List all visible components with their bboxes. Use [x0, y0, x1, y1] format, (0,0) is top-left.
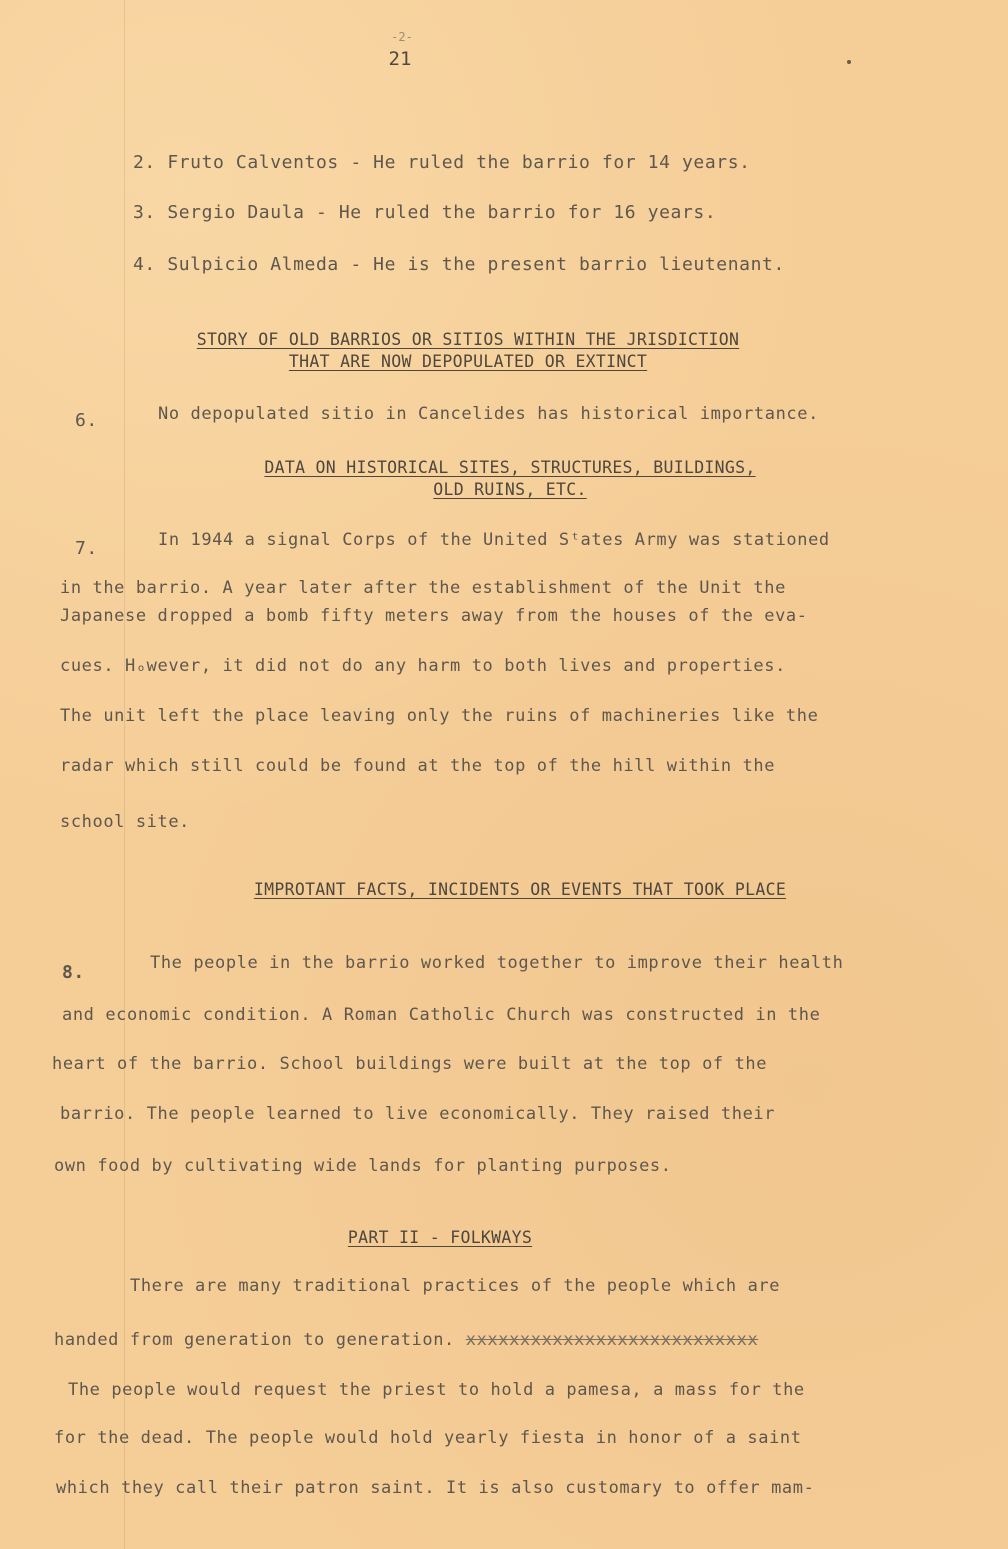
- ruler-item: 3. Sergio Daula - He ruled the barrio for 16 years.: [133, 202, 717, 223]
- section-heading: OLD RUINS, ETC.: [433, 480, 587, 499]
- paragraph-line: school site.: [60, 812, 191, 832]
- paragraph-line: and economic condition. A Roman Catholic Church was constructed in the: [62, 1005, 821, 1025]
- paragraph-line: The people would request the priest to hold a pamesa, a mass for the: [68, 1380, 805, 1400]
- section-heading: DATA ON HISTORICAL SITES, STRUCTURES, BUILDINGS,: [264, 458, 756, 477]
- paragraph-line: radar which still could be found at the top of the hill within the: [60, 756, 776, 776]
- ink-dot: [847, 60, 851, 64]
- paragraph-line: heart of the barrio. School buildings were built at the top of the: [52, 1054, 768, 1074]
- page-number: 21: [388, 48, 412, 70]
- paragraph-line: cues. Hₒwever, it did not do any harm to both lives and properties.: [60, 656, 786, 676]
- paragraph-number: 8.: [62, 962, 85, 983]
- section-heading: STORY OF OLD BARRIOS OR SITIOS WITHIN THE JRISDICTION: [196, 330, 740, 349]
- paragraph-line: The people in the barrio worked together to improve their health: [150, 953, 844, 973]
- struck-text: xxxxxxxxxxxxxxxxxxxxxxxxxxx: [465, 1330, 759, 1350]
- ruler-item: 4. Sulpicio Almeda - He is the present barrio lieutenant.: [133, 254, 785, 275]
- paragraph-line: handed from generation to generation. xxxxxxxxxxxxxxxxxxxxxxxxxxx: [54, 1330, 759, 1350]
- section-heading: PART II - FOLKWAYS: [347, 1228, 533, 1247]
- ruler-item: 2. Fruto Calventos - He ruled the barrio for 14 years.: [133, 152, 751, 173]
- paragraph-line: in the barrio. A year later after the establishment of the Unit the: [60, 578, 786, 598]
- section-heading: THAT ARE NOW DEPOPULATED OR EXTINCT: [288, 352, 648, 371]
- page-mark: -2-: [391, 30, 413, 44]
- paragraph-line: The unit left the place leaving only the ruins of machineries like the: [60, 706, 819, 726]
- paragraph-number: 6.: [75, 410, 98, 431]
- section-heading: IMPROTANT FACTS, INCIDENTS OR EVENTS THAT TOOK PLACE: [253, 880, 787, 899]
- paragraph-line: Japanese dropped a bomb fifty meters away from the houses of the eva-: [60, 606, 808, 626]
- paragraph-number: 7.: [75, 538, 98, 559]
- paragraph-line: There are many traditional practices of the people which are: [130, 1276, 781, 1296]
- paragraph-line: own food by cultivating wide lands for planting purposes.: [54, 1156, 672, 1176]
- paragraph-line: In 1944 a signal Corps of the United Sᵗates Army was stationed: [158, 530, 830, 550]
- paragraph-line: for the dead. The people would hold yearly fiesta in honor of a saint: [54, 1428, 802, 1448]
- paragraph-line: barrio. The people learned to live economically. They raised their: [60, 1104, 776, 1124]
- paragraph-line: No depopulated sitio in Cancelides has historical importance.: [158, 404, 819, 424]
- paragraph-line: which they call their patron saint. It is also customary to offer mam-: [56, 1478, 815, 1498]
